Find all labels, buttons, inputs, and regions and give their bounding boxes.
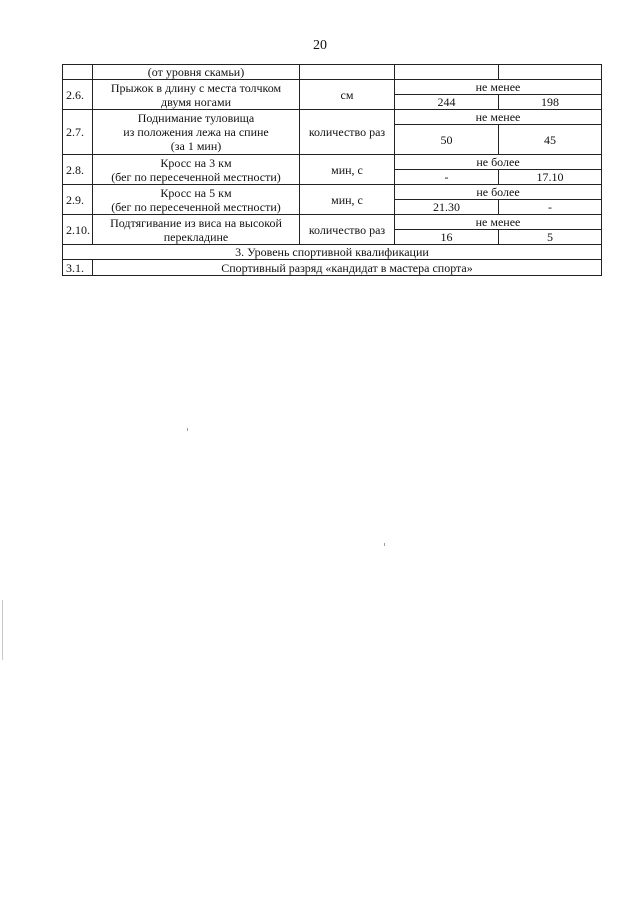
value-male: 50 [395, 125, 499, 155]
table-row [63, 110, 602, 125]
exercise-name [93, 80, 300, 110]
exercise-name-line: Поднимание туловища [137, 111, 255, 125]
scan-artifact [384, 543, 385, 546]
unit-cell [300, 65, 395, 80]
value-male: - [395, 170, 499, 185]
scan-artifact [187, 428, 188, 431]
exercise-name-line: (за 1 мин) [170, 139, 222, 153]
qualifier-cell: не менее [395, 110, 602, 125]
exercise-name [93, 215, 300, 245]
unit-cell: количество раз [300, 215, 395, 245]
row-number: 2.6. [63, 80, 93, 110]
row-number: 2.10. [63, 215, 93, 245]
unit-cell: количество раз [300, 110, 395, 155]
row-number: 2.7. [63, 110, 93, 155]
value-male: 21.30 [395, 200, 499, 215]
value-female [499, 65, 602, 80]
qualification-text: Спортивный разряд «кандидат в мастера спорта» [93, 260, 602, 276]
section-heading: 3. Уровень спортивной квалификации [63, 245, 602, 260]
exercise-name-line: (бег по пересеченной местности) [111, 169, 281, 184]
exercise-name-line: из положения лежа на спине [123, 125, 269, 139]
qualifier-cell: не более [395, 185, 602, 200]
table-row [63, 80, 602, 95]
value-male [395, 65, 499, 80]
exercise-name-line: Кросс на 3 км [160, 155, 232, 170]
value-female: 5 [499, 230, 602, 245]
exercise-name-line: Подтягивание из виса на высокой [110, 215, 282, 230]
value-male: 16 [395, 230, 499, 245]
table-row [63, 215, 602, 230]
exercise-name-line: Кросс на 5 км [160, 185, 232, 200]
exercise-name [93, 110, 300, 155]
exercise-name [93, 185, 300, 215]
exercise-name: (от уровня скамьи) [93, 65, 300, 80]
unit-cell: см [300, 80, 395, 110]
page-number: 20 [313, 38, 327, 53]
unit-cell: мин, с [300, 185, 395, 215]
exercise-name [93, 155, 300, 185]
exercise-name-line: перекладине [163, 229, 229, 244]
value-female: - [499, 200, 602, 215]
section-heading-row [63, 245, 602, 260]
qualifier-cell: не менее [395, 80, 602, 95]
scan-artifact [2, 600, 3, 660]
value-male: 244 [395, 95, 499, 110]
row-number: 2.9. [63, 185, 93, 215]
row-number [63, 65, 93, 80]
unit-cell: мин, с [300, 155, 395, 185]
exercise-name-line: двумя ногами [160, 94, 231, 109]
table-row [63, 155, 602, 170]
row-number: 3.1. [63, 260, 93, 276]
qualifier-cell: не менее [395, 215, 602, 230]
norms-table [62, 64, 602, 276]
table-row [63, 260, 602, 276]
qualifier-cell: не более [395, 155, 602, 170]
value-female: 198 [499, 95, 602, 110]
row-number: 2.8. [63, 155, 93, 185]
value-female: 17.10 [499, 170, 602, 185]
exercise-name-line: (бег по пересеченной местности) [111, 199, 281, 214]
value-female: 45 [499, 125, 602, 155]
table-row [63, 65, 602, 80]
exercise-name-line: Прыжок в длину с места толчком [110, 80, 282, 95]
table-row [63, 185, 602, 200]
